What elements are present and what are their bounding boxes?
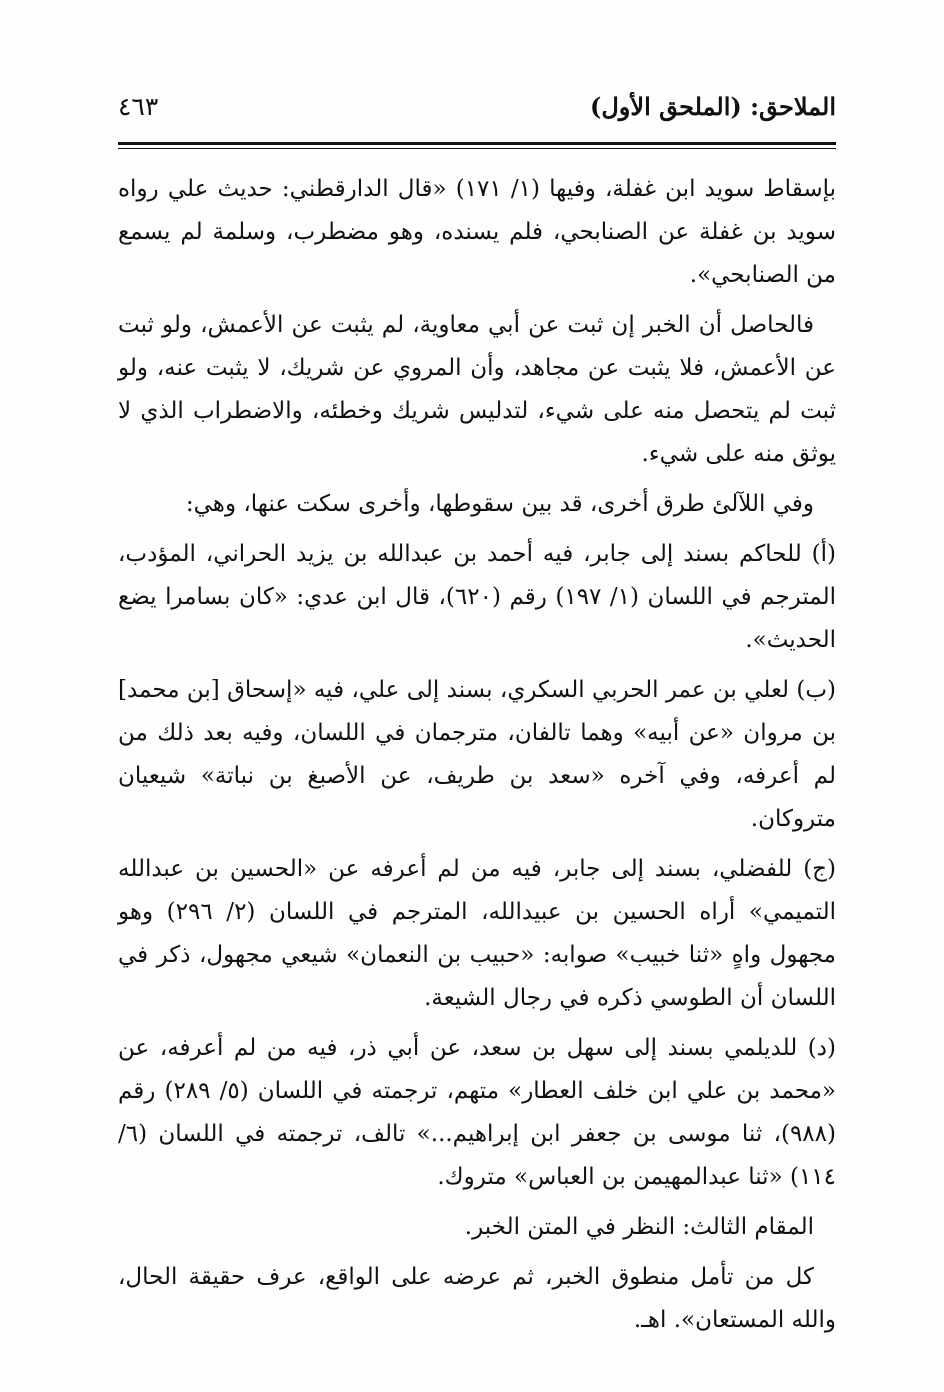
page-body bbox=[118, 168, 836, 1349]
section-heading-third: المقام الثالث: النظر في المتن الخبر. bbox=[464, 1214, 814, 1240]
paragraph-other-routes-intro: وفي اللآلئ طرق أخرى، قد بين سقوطها، وأخرى سكت عنها، وهي: bbox=[185, 491, 814, 517]
header-rule-thick bbox=[118, 142, 836, 145]
paragraph-route-c: (ج) للفضلي، بسند إلى جابر، فيه من لم أعرفه عن «الحسين بن عبدالله التميمي» أراه الحسين بن عبيدالله، المترجم في اللسان (٢/ ٢٩٦) وهو مجهول واهٍ «ثنا خبيب» صوابه: «حبيب بن النعمان» شيعي مجهول، ذكر في اللسان أن الطوسي ذكره في رجال الشيعة. bbox=[118, 856, 837, 1011]
paragraph-route-a: (أ) للحاكم بسند إلى جابر، فيه أحمد بن عبدالله بن يزيد الحراني، المؤدب، المترجم في اللسان (١/ ١٩٧) رقم (٦٢٠)، قال ابن عدي: «كان بسامرا يضع الحديث». bbox=[118, 541, 836, 653]
page-number: ٤٦٣ bbox=[118, 92, 159, 121]
paragraph-route-d: (د) للديلمي بسند إلى سهل بن سعد، عن أبي ذر، فيه من لم أعرفه، عن «محمد بن علي ابن خلف العطار» متهم، ترجمته في اللسان (٥/ ٢٨٩) رقم (٩٨٨)، ثنا موسى بن جعفر ابن إبراهيم...» تالف، ترجمته في اللسان (٦/ ١١٤) «ثنا عبدالمهيمن بن العباس» متروك. bbox=[118, 1035, 836, 1190]
paragraph-closing: كل من تأمل منطوق الخبر، ثم عرضه على الواقع، عرف حقيقة الحال، والله المستعان». اهـ. bbox=[118, 1264, 836, 1333]
running-title: الملاحق: (الملحق الأول) bbox=[590, 92, 836, 121]
header-rule-thin bbox=[118, 148, 836, 149]
paragraph-continuation: بإسقاط سويد ابن غفلة، وفيها (١/ ١٧١) «قال الدارقطني: حديث علي رواه سويد بن غفلة عن الصنابحي، فلم يسنده، وهو مضطرب، وسلمة لم يسمع من الصنابحي». bbox=[118, 176, 837, 288]
page-header bbox=[118, 92, 836, 132]
paragraph-conclusion: فالحاصل أن الخبر إن ثبت عن أبي معاوية، لم يثبت عن الأعمش، ولو ثبت عن الأعمش، فلا يثبت عن مجاهد، وأن المروي عن شريك، لا يثبت عنه، ولو ثبت لم يتحصل منه على شيء، لتدليس شريك وخطئه، والاضطراب الذي لا يوثق منه على شيء. bbox=[118, 312, 836, 467]
paragraph-route-b: (ب) لعلي بن عمر الحربي السكري، بسند إلى علي، فيه «إسحاق [بن محمد] بن مروان «عن أبيه» وهما تالفان، مترجمان في اللسان، وفيه بعد ذلك من لم أعرفه، وفي آخره «سعد بن طريف، عن الأصبغ بن نباتة» شيعيان متروكان. bbox=[118, 677, 836, 832]
